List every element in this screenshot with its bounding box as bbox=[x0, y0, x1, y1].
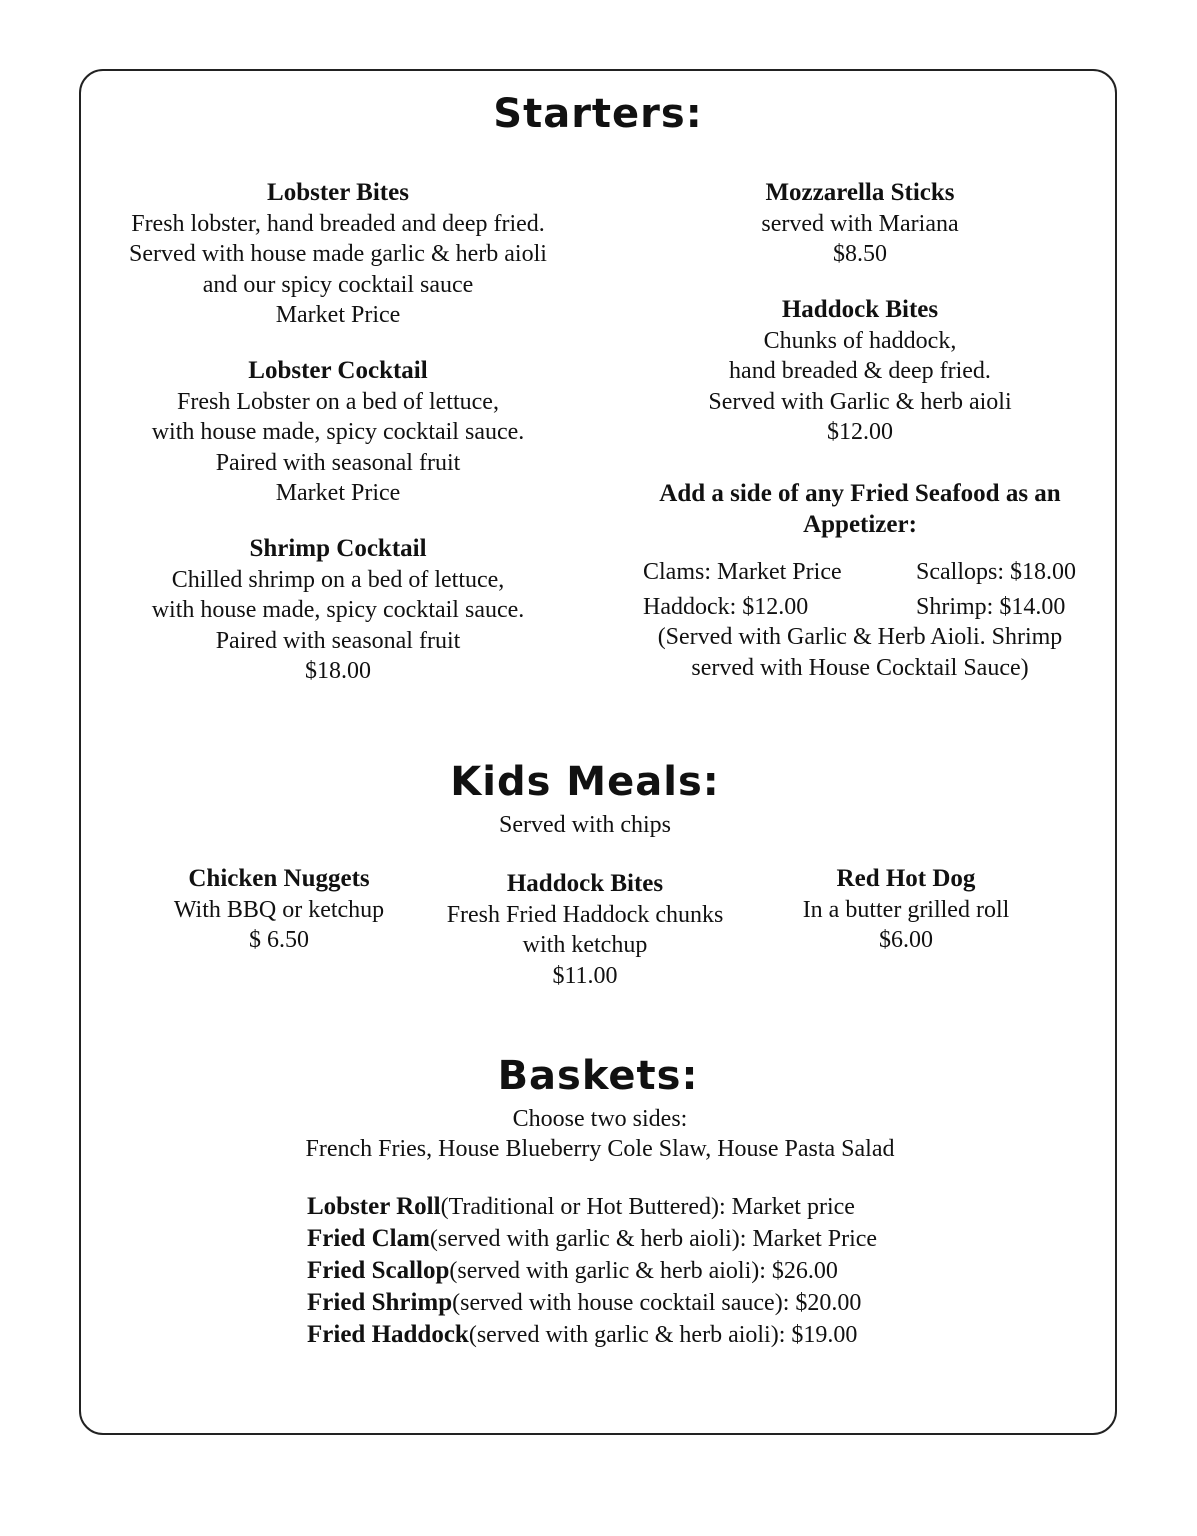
item-desc: Fresh lobster, hand breaded and deep fried. bbox=[131, 210, 545, 237]
fried-side-options bbox=[600, 555, 1120, 625]
item-desc: Chunks of haddock, bbox=[763, 327, 957, 354]
fried-side-title-line: Add a side of any Fried Seafood as an bbox=[659, 480, 1061, 507]
item-price: $ 6.50 bbox=[249, 927, 309, 953]
basket-item-detail: (served with garlic & herb aioli): $26.00 bbox=[449, 1258, 838, 1284]
basket-item-name: Fried Haddock bbox=[307, 1321, 469, 1348]
basket-item bbox=[307, 1319, 967, 1351]
basket-item-detail: (served with house cocktail sauce): $20.00 bbox=[452, 1290, 862, 1316]
menu-item-lobster-cocktail bbox=[88, 356, 588, 509]
item-desc: hand breaded & deep fried. bbox=[729, 358, 991, 384]
basket-item-name: Fried Scallop bbox=[307, 1257, 450, 1284]
item-desc: Fresh Lobster on a bed of lettuce, bbox=[177, 388, 499, 415]
menu-item-lobster-bites bbox=[88, 178, 588, 331]
item-desc: with ketchup bbox=[522, 932, 648, 958]
fried-side-title-line: Appetizer: bbox=[803, 511, 917, 538]
starters-heading: Starters: bbox=[493, 91, 703, 137]
item-desc: In a butter grilled roll bbox=[802, 896, 1010, 923]
side-option-scallops: Scallops: $18.00 bbox=[916, 559, 1076, 585]
item-desc: Fresh Fried Haddock chunks bbox=[446, 901, 724, 928]
baskets-sides-intro: Choose two sides: bbox=[512, 1106, 688, 1132]
kids-meals-heading: Kids Meals: bbox=[450, 759, 720, 805]
item-name: Chicken Nuggets bbox=[188, 865, 370, 892]
item-name: Lobster Bites bbox=[267, 179, 409, 206]
basket-item-name: Fried Shrimp bbox=[307, 1289, 453, 1316]
item-desc: Served with Garlic & herb aioli bbox=[708, 388, 1012, 415]
item-price: Market Price bbox=[275, 480, 401, 506]
item-desc: Served with house made garlic & herb aioli bbox=[129, 241, 547, 267]
item-name: Lobster Cocktail bbox=[248, 357, 428, 384]
basket-item bbox=[307, 1287, 967, 1319]
side-option-shrimp: Shrimp: $14.00 bbox=[916, 594, 1066, 620]
item-price: $12.00 bbox=[827, 419, 893, 445]
fried-side-note-line: (Served with Garlic & Herb Aioli. Shrimp bbox=[657, 624, 1063, 650]
item-name: Haddock Bites bbox=[506, 870, 664, 897]
baskets-list bbox=[307, 1191, 967, 1351]
side-option-clams: Clams: Market Price bbox=[643, 559, 842, 585]
item-desc: and our spicy cocktail sauce bbox=[202, 271, 474, 298]
basket-item-name: Lobster Roll bbox=[307, 1193, 441, 1220]
basket-item-detail: (served with garlic & herb aioli): $19.00 bbox=[468, 1322, 858, 1348]
item-desc: Chilled shrimp on a bed of lettuce, bbox=[171, 566, 505, 593]
menu-item-mozzarella-sticks bbox=[630, 178, 1090, 270]
side-option-haddock: Haddock: $12.00 bbox=[643, 594, 809, 620]
item-price: $11.00 bbox=[552, 962, 618, 989]
item-desc: Paired with seasonal fruit bbox=[215, 627, 461, 654]
item-price: $18.00 bbox=[305, 658, 371, 684]
kids-item-haddock-bites bbox=[420, 869, 750, 991]
item-name: Mozzarella Sticks bbox=[765, 179, 955, 206]
fried-side-note bbox=[610, 622, 1110, 683]
item-desc: with house made, spicy cocktail sauce. bbox=[151, 419, 525, 445]
item-price: $6.00 bbox=[879, 927, 933, 953]
baskets-sides-list: French Fries, House Blueberry Cole Slaw, House Pasta Salad bbox=[305, 1136, 895, 1162]
basket-item-name: Fried Clam bbox=[307, 1225, 430, 1252]
item-desc: served with Mariana bbox=[761, 210, 959, 237]
item-desc: Paired with seasonal fruit bbox=[215, 449, 461, 476]
menu-item-haddock-bites bbox=[630, 295, 1090, 448]
menu-item-shrimp-cocktail bbox=[88, 534, 588, 687]
item-price: Market Price bbox=[275, 302, 401, 328]
item-price: $8.50 bbox=[833, 241, 887, 267]
kids-meals-subtitle: Served with chips bbox=[499, 812, 671, 838]
basket-item bbox=[307, 1223, 967, 1255]
item-desc: With BBQ or ketchup bbox=[173, 896, 385, 923]
basket-item-detail: (served with garlic & herb aioli): Market Price bbox=[429, 1226, 878, 1252]
basket-item bbox=[307, 1191, 967, 1223]
baskets-heading: Baskets: bbox=[497, 1053, 699, 1099]
item-desc: with house made, spicy cocktail sauce. bbox=[151, 597, 525, 623]
item-name: Red Hot Dog bbox=[836, 865, 976, 892]
basket-item bbox=[307, 1255, 967, 1287]
basket-item-detail: (Traditional or Hot Buttered): Market price bbox=[440, 1194, 855, 1220]
item-name: Haddock Bites bbox=[781, 296, 939, 323]
fried-side-note-line: served with House Cocktail Sauce) bbox=[691, 654, 1029, 681]
item-name: Shrimp Cocktail bbox=[249, 535, 427, 562]
kids-item-red-hot-dog bbox=[756, 864, 1056, 956]
kids-item-chicken-nuggets bbox=[129, 864, 429, 956]
fried-side-title bbox=[620, 478, 1100, 540]
